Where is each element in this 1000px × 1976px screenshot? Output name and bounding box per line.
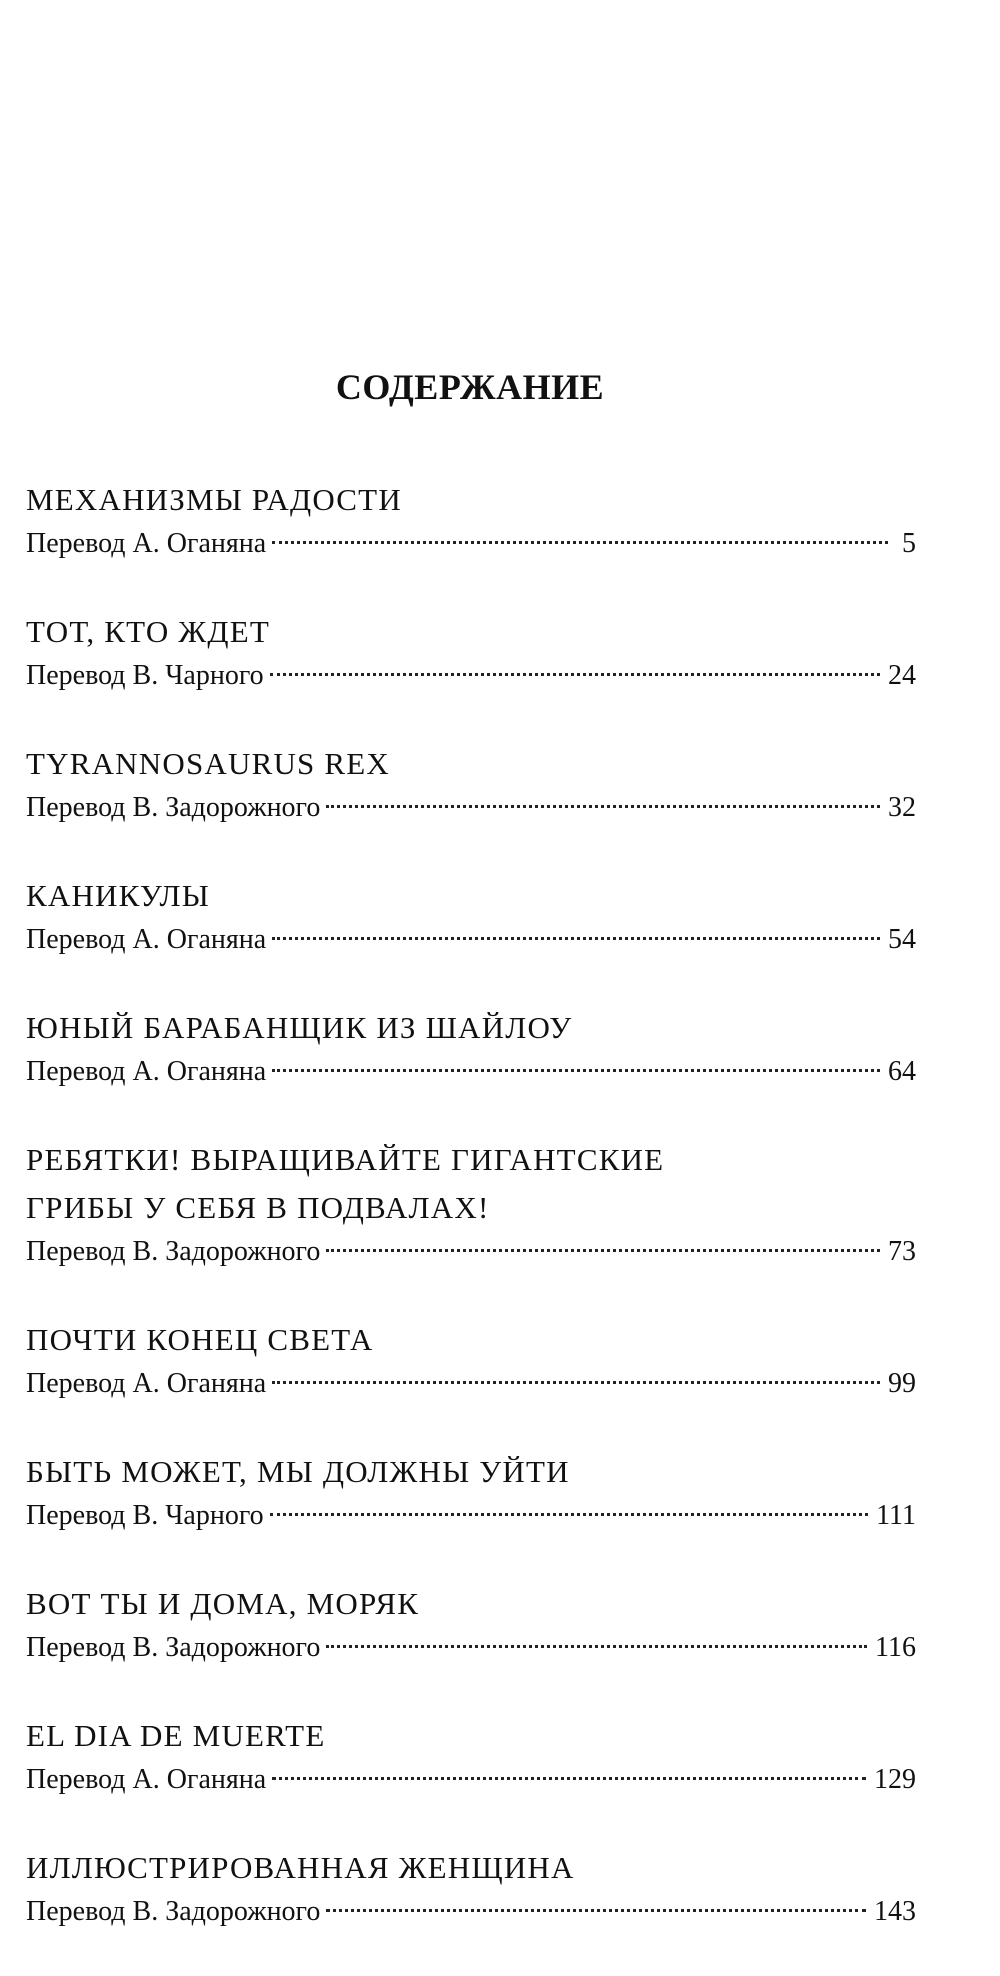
dot-leader [270,673,880,676]
toc-entry-2 [26,608,916,696]
translator-credit: Перевод В. Чарного [26,660,264,691]
translator-credit: Перевод А. Оганяна [26,924,267,955]
page-number: 129 [874,1764,916,1795]
story-title [26,1712,916,1760]
story-title-line: КАНИКУЛЫ [26,878,211,913]
toc-entry-11 [26,1844,916,1932]
translator-credit: Перевод В. Задорожного [26,1632,321,1663]
story-title [26,1004,916,1052]
story-title [26,1136,916,1232]
story-title-line: ТОТ, КТО ЖДЕТ [26,614,270,649]
page-number: 32 [888,792,916,823]
story-title-line: TYRANNOSAURUS REX [26,746,391,781]
translator-credit: Перевод В. Задорожного [26,792,321,823]
story-title [26,608,916,656]
credit-row [26,788,916,828]
toc-entry-8 [26,1448,916,1536]
translator-credit: Перевод В. Задорожного [26,1236,321,1267]
credit-row [26,1052,916,1092]
story-title-line: БЫТЬ МОЖЕТ, МЫ ДОЛЖНЫ УЙТИ [26,1454,570,1489]
story-title [26,1844,916,1892]
story-title-line: EL DIA DE MUERTE [26,1718,326,1753]
credit-row [26,1496,916,1536]
story-title-line: ВОТ ТЫ И ДОМА, МОРЯК [26,1586,420,1621]
credit-row [26,1892,916,1932]
dot-leader [272,1777,866,1780]
toc-entry-1 [26,476,916,564]
story-title-line: ПОЧТИ КОНЕЦ СВЕТА [26,1322,374,1357]
table-of-contents [26,476,916,1976]
page-number: 111 [876,1500,916,1531]
translator-credit: Перевод В. Чарного [26,1500,264,1531]
story-title [26,740,916,788]
story-title [26,1316,916,1364]
story-title-line: ЮНЫЙ БАРАБАНЩИК ИЗ ШАЙЛОУ [26,1010,573,1045]
dot-leader [272,1069,880,1072]
page-number: 5 [902,528,916,559]
toc-entry-5 [26,1004,916,1092]
translator-credit: Перевод В. Задорожного [26,1896,321,1927]
page-number: 99 [888,1368,916,1399]
credit-row [26,524,916,564]
story-title-line-2: ГРИБЫ У СЕБЯ В ПОДВАЛАХ! [26,1190,490,1225]
credit-row [26,656,916,696]
dot-leader [326,1249,880,1252]
dot-leader [270,1513,868,1516]
page-number: 54 [888,924,916,955]
translator-credit: Перевод А. Оганяна [26,1056,267,1087]
page-number: 116 [875,1632,916,1663]
credit-row [26,1232,916,1272]
page-number: 24 [888,660,916,691]
story-title [26,476,916,524]
page-number: 73 [888,1236,916,1267]
toc-entry-4 [26,872,916,960]
dot-leader [272,1381,880,1384]
story-title [26,1448,916,1496]
credit-row [26,1760,916,1800]
dot-leader [272,937,880,940]
toc-entry-9 [26,1580,916,1668]
dot-leader [326,1909,866,1912]
translator-credit: Перевод А. Оганяна [26,1368,267,1399]
dot-leader [326,1645,867,1648]
page-number: 64 [888,1056,916,1087]
toc-entry-3 [26,740,916,828]
page-title: СОДЕРЖАНИЕ [335,367,605,407]
story-title [26,872,916,920]
toc-entry-6 [26,1136,916,1272]
translator-credit: Перевод А. Оганяна [26,528,267,559]
story-title [26,1580,916,1628]
dot-leader [326,805,880,808]
toc-entry-10 [26,1712,916,1800]
toc-entry-7 [26,1316,916,1404]
story-title-line: МЕХАНИЗМЫ РАДОСТИ [26,482,402,517]
story-title-line: ИЛЛЮСТРИРОВАННАЯ ЖЕНЩИНА [26,1850,575,1885]
story-title-line: РЕБЯТКИ! ВЫРАЩИВАЙТЕ ГИГАНТСКИЕ [26,1142,665,1177]
dot-leader [272,541,888,544]
page-number: 143 [874,1896,916,1927]
credit-row [26,1364,916,1404]
translator-credit: Перевод А. Оганяна [26,1764,267,1795]
credit-row [26,920,916,960]
credit-row [26,1628,916,1668]
